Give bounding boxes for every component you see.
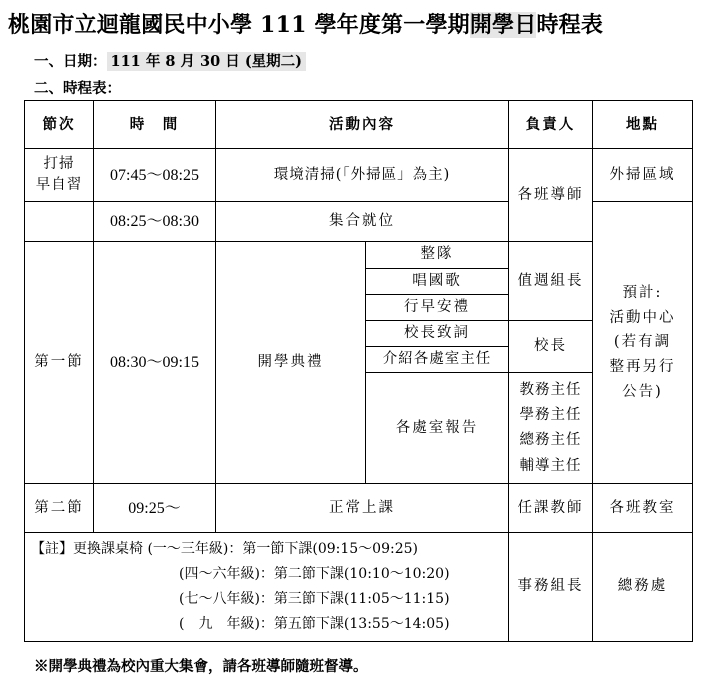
owner-principal: 校長 xyxy=(509,320,593,372)
owner-duty: 值週組長 xyxy=(509,242,593,321)
note-line: (四～六年級)：第二節下課(10:10～10:20) xyxy=(179,565,450,582)
schedule-table xyxy=(24,100,693,642)
activity-cleaning: 環境清掃(「外掃區」為主) xyxy=(216,149,509,201)
ceremony-item: 介紹各處室主任 xyxy=(366,347,509,373)
place-general-affairs: 總務處 xyxy=(593,532,693,641)
ceremony-item: 校長致詞 xyxy=(366,320,509,346)
owner-directors: 教務主任 學務主任 總務主任 輔導主任 xyxy=(509,373,593,484)
period-second: 第二節 xyxy=(25,484,94,532)
header-time: 時 間 xyxy=(94,101,216,149)
header-activity: 活動內容 xyxy=(216,101,509,149)
ceremony-item: 行早安禮 xyxy=(366,294,509,320)
time-cleaning: 07:45～08:25 xyxy=(94,149,216,201)
schedule-label: 二、時程表： xyxy=(34,80,121,97)
header-period: 節次 xyxy=(25,101,94,149)
time-assembly: 08:25～08:30 xyxy=(94,201,216,241)
date-line xyxy=(34,50,306,71)
date-value: 111 年 8 月 30 日 (星期二) xyxy=(107,52,307,71)
owner-homeroom: 各班導師 xyxy=(509,149,593,242)
table-row xyxy=(25,242,693,268)
header-place: 地點 xyxy=(593,101,693,149)
place-activity-center: 預計: 活動中心 (若有調 整再另行 公告) xyxy=(593,201,693,484)
table-row xyxy=(25,532,693,641)
place-outdoor: 外掃區域 xyxy=(593,149,693,201)
note-cell xyxy=(25,532,509,641)
table-row xyxy=(25,149,693,201)
place-classroom: 各班教室 xyxy=(593,484,693,532)
activity-ceremony: 開學典禮 xyxy=(216,242,366,484)
date-label: 一、日期： xyxy=(34,53,107,70)
title-highlight: 開學日 xyxy=(469,12,537,38)
owner-affairs: 事務組長 xyxy=(509,532,593,641)
title-suffix: 時程表 xyxy=(536,12,604,38)
footer-note: ※開學典禮為校內重大集會，請各班導師隨班督導。 xyxy=(34,658,368,675)
time-first: 08:30～09:15 xyxy=(94,242,216,484)
period-cleaning: 打掃 早自習 xyxy=(25,149,94,201)
ceremony-item: 唱國歌 xyxy=(366,268,509,294)
note-line: ( 九 年級)：第五節下課(13:55～14:05) xyxy=(179,615,450,632)
ceremony-item: 各處室報告 xyxy=(366,373,509,484)
period-first: 第一節 xyxy=(25,242,94,484)
owner-teacher: 任課教師 xyxy=(509,484,593,532)
title-prefix: 桃園市立迴龍國民中小學 111 學年度第一學期 xyxy=(8,12,470,38)
ceremony-item: 整隊 xyxy=(366,242,509,268)
note-line: 【註】更換課桌椅 (一～三年級)：第一節下課(09:15～09:25) xyxy=(31,540,418,557)
table-header-row xyxy=(25,101,693,149)
time-second: 09:25～ xyxy=(94,484,216,532)
table-row xyxy=(25,484,693,532)
table-row xyxy=(25,201,693,241)
activity-assembly: 集合就位 xyxy=(216,201,509,241)
period-empty xyxy=(25,201,94,241)
activity-class: 正常上課 xyxy=(216,484,509,532)
note-line: (七～八年級)：第三節下課(11:05～11:15) xyxy=(179,590,450,607)
document-title xyxy=(8,8,708,39)
header-owner: 負責人 xyxy=(509,101,593,149)
